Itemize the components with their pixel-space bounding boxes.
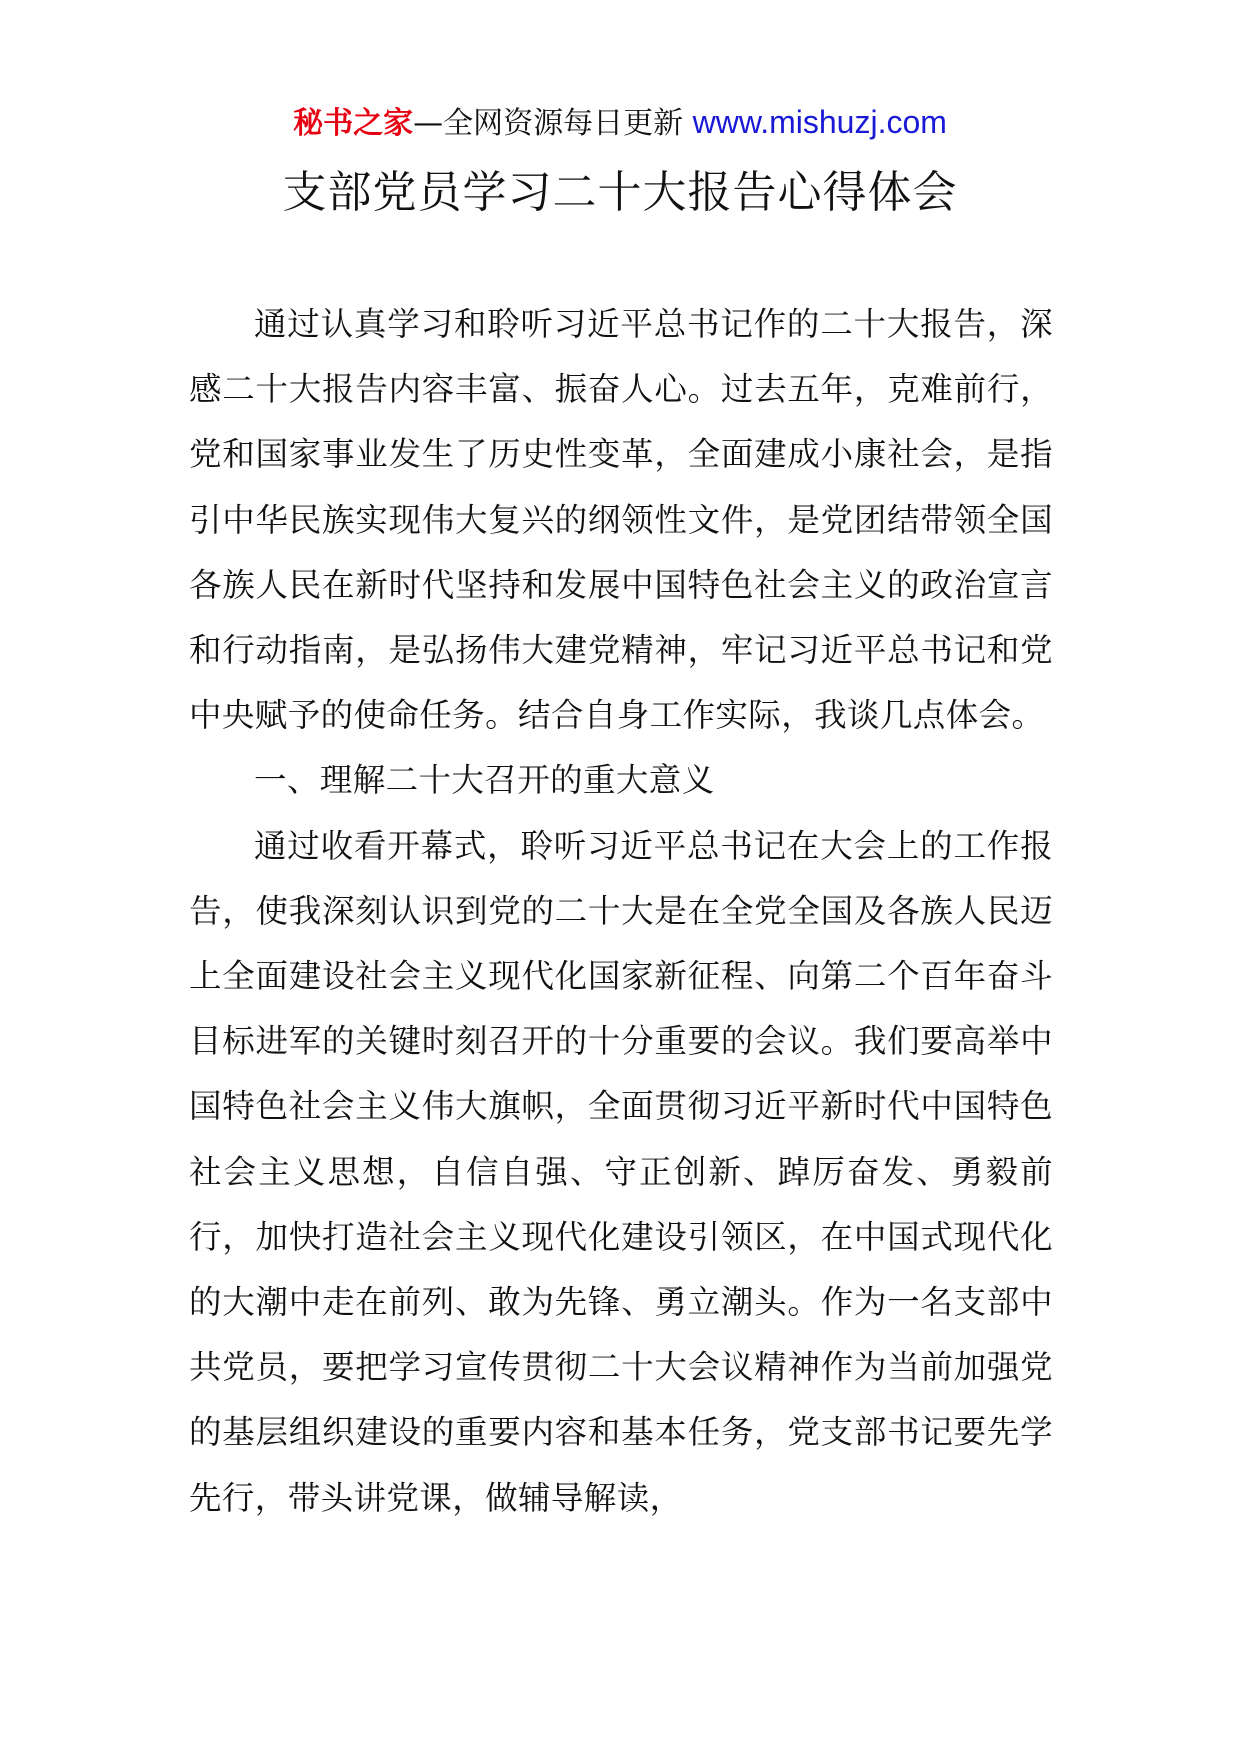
document-body	[189, 292, 1053, 1531]
site-url-link[interactable]: www.mishuzj.com	[692, 104, 947, 140]
site-tagline: —全网资源每日更新	[413, 106, 693, 141]
document-title: 支部党员学习二十大报告心得体会	[282, 167, 958, 218]
site-header	[0, 102, 1240, 144]
body-paragraph: 通过收看开幕式，聆听习近平总书记在大会上的工作报告，使我深刻认识到党的二十大是在全党全国及各族人民迈上全面建设社会主义现代化国家新征程、向第二个百年奋斗目标进军的关键时刻召开的十分重要的会议。我们要高举中国特色社会主义伟大旗帜，全面贯彻习近平新时代中国特色社会主义思想，自信自强、守正创新、踔厉奋发、勇毅前行，加快打造社会主义现代化建设引领区，在中国式现代化的大潮中走在前列、敢为先锋、勇立潮头。作为一名支部中共党员，要把学习宣传贯彻二十大会议精神作为当前加强党的基层组织建设的重要内容和基本任务，党支部书记要先学先行，带头讲党课，做辅导解读，	[189, 826, 1053, 1517]
section-heading: 一、理解二十大召开的重大意义	[254, 761, 715, 800]
brand-name: 秘书之家	[293, 106, 414, 141]
intro-paragraph: 通过认真学习和聆听习近平总书记作的二十大报告，深感二十大报告内容丰富、振奋人心。过去五年，克难前行，党和国家事业发生了历史性变革，全面建成小康社会，是指引中华民族实现伟大复兴的纲领性文件，是党团结带领全国各族人民在新时代坚持和发展中国特色社会主义的政治宣言和行动指南，是弘扬伟大建党精神，牢记习近平总书记和党中央赋予的使命任务。结合自身工作实际，我谈几点体会。	[189, 305, 1053, 735]
